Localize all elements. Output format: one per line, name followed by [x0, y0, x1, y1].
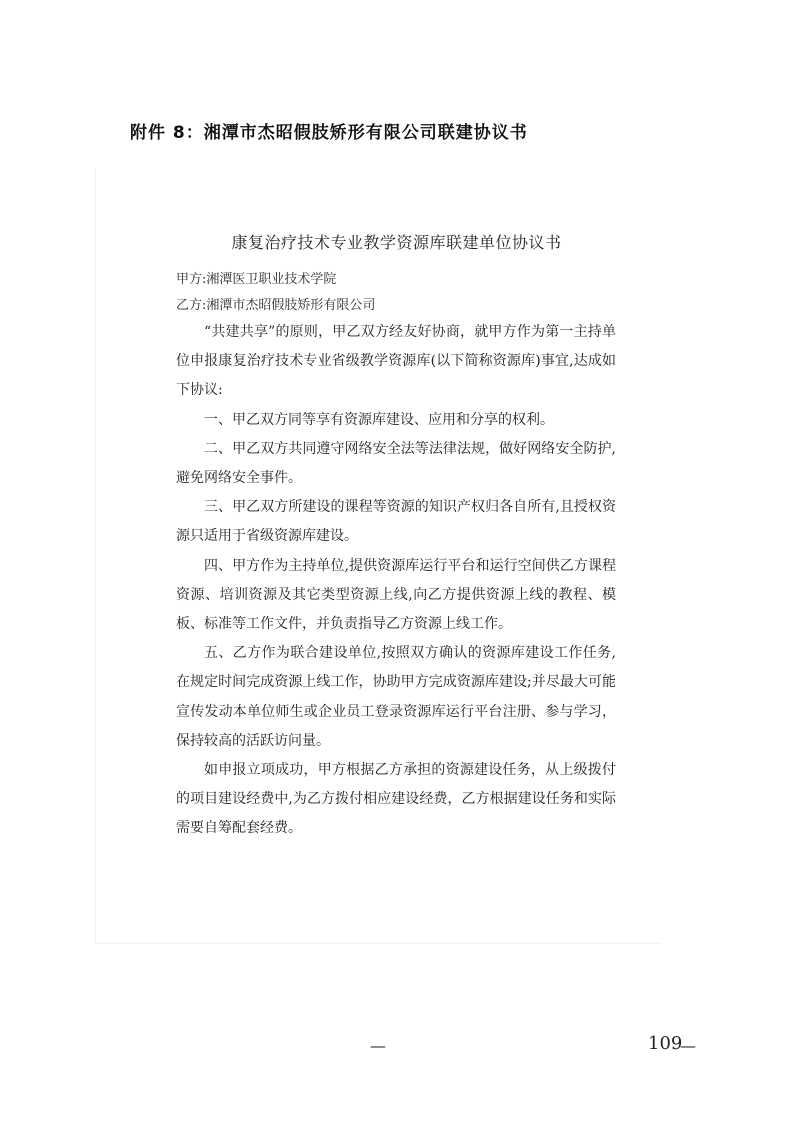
paragraph-clause-3: 三、甲乙双方所建设的课程等资源的知识产权归各自所有,且授权资源只适用于省级资源库建设。 [176, 499, 616, 545]
footer-dash-left: — [370, 1036, 386, 1055]
agreement-body [176, 318, 616, 844]
page-number: 109 [648, 1033, 683, 1054]
paragraph-clause-4: 四、甲方作为主持单位,提供资源库运行平台和运行空间供乙方课程资源、培训资源及其它类型资源上线,向乙方提供资源上线的教程、模板、标准等工作文件，并负责指导乙方资源上线工作。 [176, 557, 616, 633]
footer-dash-right: — [680, 1036, 696, 1055]
party-b: 乙方:湘潭市杰昭假肢矫形有限公司 [176, 298, 376, 313]
paragraph-clause-2: 二、甲乙双方共同遵守网络安全法等法律法规，做好网络安全防护,避免网络安全事件。 [176, 440, 616, 487]
annex-title: 附件 8：湘潭市杰昭假肢矫形有限公司联建协议书 [130, 123, 528, 143]
party-a: 甲方:湘潭医卫职业技术学院 [176, 272, 337, 287]
document-title: 康复治疗技术专业教学资源库联建单位协议书 [231, 233, 562, 252]
paragraph-funding: 如申报立项成功，甲方根据乙方承担的资源建设任务，从上级拨付的项目建设经费中,为乙方拨付相应建设经费，乙方根据建设任务和实际需要自筹配套经费。 [176, 762, 616, 837]
paragraph-clause-1: 一、甲乙双方同等享有资源库建设、应用和分享的权利。 [204, 411, 554, 428]
paragraph-clause-5: 五、乙方作为联合建设单位,按照双方确认的资源库建设工作任务,在规定时间完成资源上线工作，协助甲方完成资源库建设;并尽最大可能宣传发动本单位师生或企业员工登录资源库运行平台注册、参与学习，保持较高的活跃访问量。 [176, 645, 616, 749]
paragraph-intro: “共建共享”的原则，甲乙双方经友好协商，就甲方作为第一主持单位申报康复治疗技术专业省级教学资源库(以下简称资源库)事宜,达成如下协议: [176, 324, 616, 399]
